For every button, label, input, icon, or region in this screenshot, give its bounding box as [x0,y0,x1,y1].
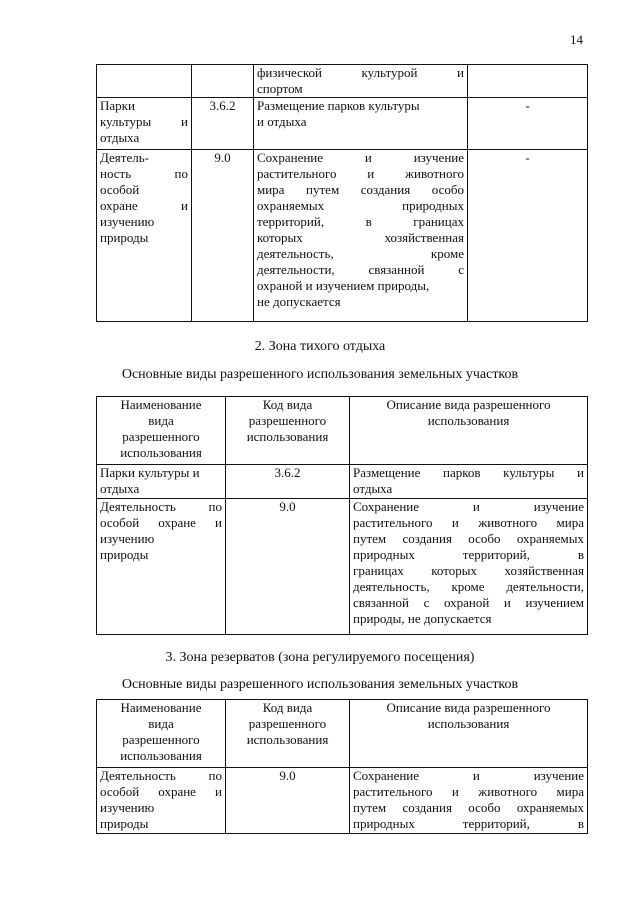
text-line: Размещение парков культуры и [353,465,584,480]
table-row [97,499,588,635]
description-cell [254,98,468,150]
description-cell [350,465,588,499]
description-cell [350,768,588,834]
text-line: деятельность, кроме [257,246,464,261]
text-line: изучению [100,800,155,815]
text-line: разрешенного [122,732,200,747]
text-line: изучению [100,214,155,229]
text-line: вида [148,413,174,428]
text-line: деятельности, связанной с [257,262,464,277]
text-line: вида [148,716,174,731]
column-header-code [226,397,350,465]
table-continuation [96,64,588,322]
text-line: Описание вида разрешенного [386,397,551,412]
text-line: Сохранение и изучение [353,768,584,783]
text-line: природы [100,230,149,245]
note-cell [468,65,588,98]
text-line: охраняемых природных [257,198,464,213]
text-line: Сохранение и изучение [353,499,584,514]
code-cell: 9.0 [226,768,350,834]
text-line: физической культурой и [257,65,464,80]
code-cell: 3.6.2 [226,465,350,499]
text-line: особой охране и [100,515,222,530]
section-subtitle: Основные виды разрешенного использования земельных участков [121,367,519,382]
text-line: особой [100,182,140,197]
text-line: Наименование [120,397,202,412]
table-row [97,65,588,98]
table-row [97,150,588,322]
table-header-row [97,397,588,465]
text-line: разрешенного [122,429,200,444]
text-line: не допускается [257,294,341,309]
code-cell [192,65,254,98]
text-line: путем создания особо охраняемых [353,800,584,815]
page-number: 14 [570,32,583,47]
text-line: границах которых хозяйственная [353,563,584,578]
text-line: Деятель- [100,150,149,165]
text-line: особой охране и [100,784,222,799]
text-line: изучению [100,531,155,546]
text-line: деятельность, кроме деятельности, [353,579,584,594]
table-row [97,768,588,834]
text-line: культуры и [100,114,188,129]
text-line: растительного и животного мира [353,784,584,799]
text-line: которых хозяйственная [257,230,464,245]
text-line: Размещение парков культуры [257,98,420,113]
text-line: отдыха [100,130,140,145]
table-row [97,465,588,499]
section-title: 2. Зона тихого отдыха [254,339,386,354]
text-line: природы, не допускается [353,611,492,626]
text-line: Парки [100,98,135,113]
code-cell: 9.0 [192,150,254,322]
description-cell [254,150,468,322]
text-line: охраной и изучением природы, [257,278,430,293]
text-line: Наименование [120,700,202,715]
column-header-code [226,700,350,768]
note-cell: - [468,150,588,322]
name-cell [97,65,192,98]
text-line: природных территорий, в [353,547,584,562]
text-line: мира путем создания особо [257,182,464,197]
column-header-name [97,397,226,465]
text-line: Описание вида разрешенного [386,700,551,715]
text-line: Код вида [262,700,313,715]
column-header-description [350,397,588,465]
table-header-row [97,700,588,768]
text-line: и отдыха [257,114,307,129]
text-line: природы [100,547,149,562]
text-line: природы [100,816,149,831]
name-cell [97,768,226,834]
text-line: охране и [100,198,188,213]
text-line: путем создания особо охраняемых [353,531,584,546]
text-line: растительного и животного мира [353,515,584,530]
text-line: использования [246,732,329,747]
text-line: природных территорий, в [353,816,584,831]
text-line: использования [120,445,202,460]
section-title: 3. Зона резерватов (зона регулируемого посещения) [165,650,475,665]
text-line: Код вида [262,397,313,412]
name-cell [97,98,192,150]
text-line: растительного и животного [257,166,464,181]
text-line: использования [427,716,510,731]
text-line: разрешенного [248,716,327,731]
column-header-name [97,700,226,768]
text-line: Деятельность по [100,499,222,514]
code-cell: 3.6.2 [192,98,254,150]
text-line: спортом [257,81,303,96]
description-cell [254,65,468,98]
text-line: отдыха [353,481,393,496]
text-line: ность по [100,166,188,181]
name-cell [97,499,226,635]
code-cell: 9.0 [226,499,350,635]
text-line: разрешенного [248,413,327,428]
table-row [97,98,588,150]
description-cell [350,499,588,635]
name-cell [97,150,192,322]
text-line: связанной с охраной и изучением [353,595,584,610]
text-line: использования [427,413,510,428]
text-line: отдыха [100,481,140,496]
name-cell [97,465,226,499]
text-line: Парки культуры и [100,465,200,480]
table-quiet-rest-zone [96,396,588,635]
text-line: Сохранение и изучение [257,150,464,165]
note-cell: - [468,98,588,150]
section-subtitle: Основные виды разрешенного использования земельных участков [121,677,519,692]
column-header-description [350,700,588,768]
text-line: использования [246,429,329,444]
text-line: использования [120,748,202,763]
table-reserve-zone [96,699,588,834]
text-line: Деятельность по [100,768,222,783]
text-line: территорий, в границах [257,214,464,229]
